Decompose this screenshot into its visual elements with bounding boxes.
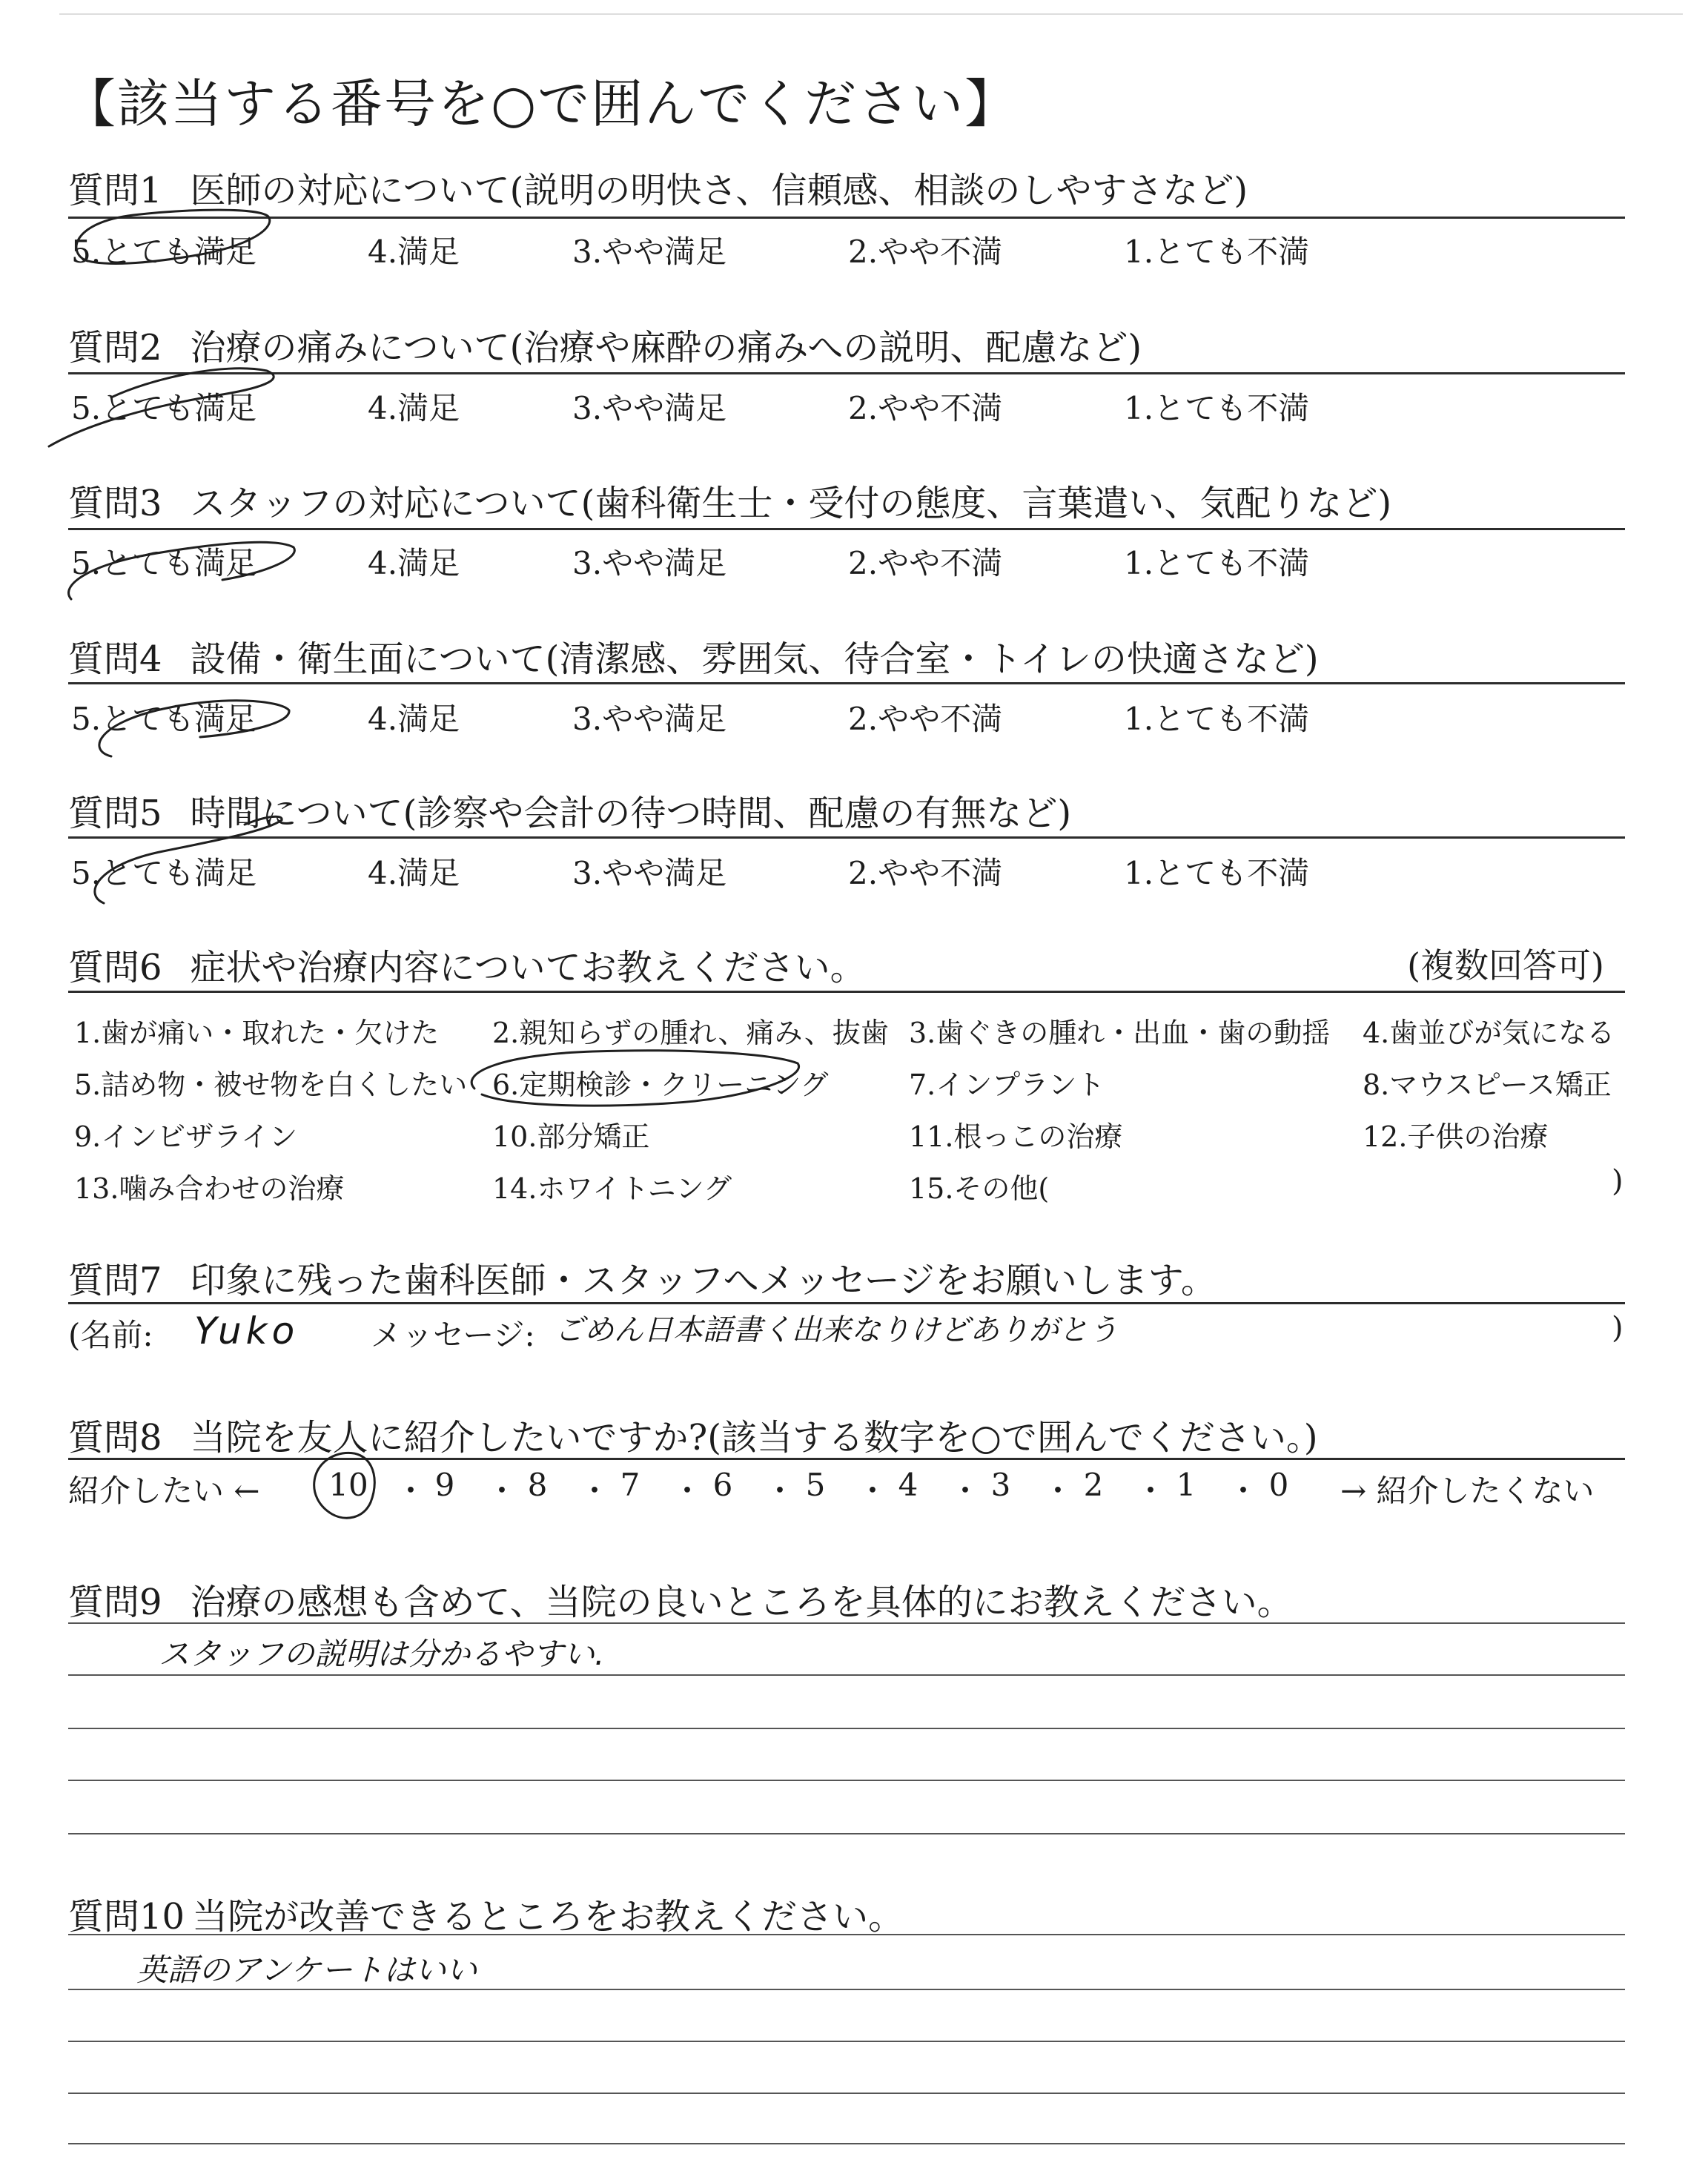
name-value[interactable]: Yuko	[194, 1309, 299, 1353]
scale-5[interactable]: 5	[805, 1467, 826, 1503]
q1-option-2[interactable]: 2.やや不満	[848, 234, 1003, 270]
q2-option-1[interactable]: 1.とても不満	[1124, 390, 1310, 426]
scale-9[interactable]: 9	[434, 1467, 455, 1503]
q3-option-3[interactable]: 3.やや満足	[572, 545, 727, 581]
q1-option-5[interactable]: 5.とても満足	[71, 234, 257, 270]
q6-option-5[interactable]: 5.詰め物・被せ物を白くしたい	[74, 1069, 468, 1101]
q6-option-12[interactable]: 12.子供の治療	[1363, 1120, 1549, 1153]
scale-2[interactable]: 2	[1083, 1467, 1104, 1503]
q4-option-1[interactable]: 1.とても不満	[1124, 701, 1310, 737]
q6-option-2[interactable]: 2.親知らずの腫れ、痛み、抜歯	[492, 1017, 889, 1049]
q6-option-8[interactable]: 8.マウスピース矯正	[1363, 1069, 1612, 1101]
q3-selection-circle	[69, 542, 295, 599]
message-value[interactable]: ごめん日本語書く出来なりけどありがとう	[555, 1313, 1118, 1347]
question-3-text: スタッフの対応について(歯科衛生士・受付の態度、言葉遣い、気配りなど)	[190, 483, 1392, 524]
q9-answer[interactable]: スタッフの説明は分かるやすい.	[159, 1636, 605, 1672]
q7-close-paren: )	[1612, 1311, 1623, 1345]
q2-option-2[interactable]: 2.やや不満	[848, 390, 1003, 426]
q1-option-3[interactable]: 3.やや満足	[572, 234, 727, 270]
message-label: メッセージ:	[371, 1317, 535, 1353]
q6-option-14[interactable]: 14.ホワイトニング	[492, 1172, 732, 1205]
multiple-answers-note: (複数回答可)	[1407, 945, 1604, 985]
question-10-label: 質問10	[68, 1896, 185, 1938]
question-7-label: 質問7	[68, 1260, 162, 1301]
q5-option-5[interactable]: 5.とても満足	[71, 855, 257, 891]
question-2-label: 質問2	[68, 327, 162, 369]
question-2-text: 治療の痛みについて(治療や麻酔の痛みへの説明、配慮など)	[190, 327, 1142, 369]
scale-3[interactable]: 3	[990, 1467, 1011, 1503]
q6-option-4[interactable]: 4.歯並びが気になる	[1363, 1017, 1615, 1049]
scale-separator: ・	[579, 1473, 611, 1509]
q5-option-4[interactable]: 4.満足	[368, 855, 460, 891]
q6-option-9[interactable]: 9.インビザライン	[74, 1120, 298, 1153]
q4-option-2[interactable]: 2.やや不満	[848, 701, 1003, 737]
q5-option-3[interactable]: 3.やや満足	[572, 855, 727, 891]
q6-selection-circle	[471, 1051, 798, 1106]
q6-other-close-paren: )	[1612, 1164, 1623, 1198]
question-9-text: 治療の感想も含めて、当院の良いところを具体的にお教えください。	[190, 1582, 1293, 1623]
scale-4[interactable]: 4	[898, 1467, 918, 1503]
q1-option-1[interactable]: 1.とても不満	[1124, 234, 1310, 270]
question-9-label: 質問9	[68, 1582, 162, 1623]
scale-6[interactable]: 6	[712, 1467, 733, 1503]
scale-1[interactable]: 1	[1176, 1467, 1196, 1503]
q6-option-13[interactable]: 13.噛み合わせの治療	[74, 1172, 345, 1205]
question-6-text: 症状や治療内容についてお教えください。	[190, 947, 866, 988]
q4-option-5[interactable]: 5.とても満足	[71, 701, 257, 737]
q6-option-1[interactable]: 1.歯が痛い・取れた・欠けた	[74, 1017, 440, 1049]
question-6-label: 質問6	[68, 947, 162, 988]
scale-separator: ・	[395, 1473, 427, 1509]
q3-option-2[interactable]: 2.やや不満	[848, 545, 1003, 581]
q5-option-1[interactable]: 1.とても不満	[1124, 855, 1310, 891]
q2-selection-circle	[49, 369, 274, 446]
q4-option-3[interactable]: 3.やや満足	[572, 701, 727, 737]
scale-0[interactable]: 0	[1268, 1467, 1289, 1503]
scale-separator: ・	[950, 1473, 982, 1509]
question-7-text: 印象に残った歯科医師・スタッフへメッセージをお願いします。	[190, 1260, 1217, 1301]
question-5-label: 質問5	[68, 793, 162, 834]
question-4-label: 質問4	[68, 638, 162, 680]
scale-8[interactable]: 8	[527, 1467, 548, 1503]
q2-option-4[interactable]: 4.満足	[368, 390, 460, 426]
scale-separator: ・	[1228, 1473, 1260, 1509]
q6-option-10[interactable]: 10.部分矯正	[492, 1120, 650, 1153]
recommend-right-label: → 紹介したくない	[1340, 1473, 1595, 1509]
recommend-left-label: 紹介したい ←	[68, 1473, 260, 1509]
q3-option-4[interactable]: 4.満足	[368, 545, 460, 581]
q5-option-2[interactable]: 2.やや不満	[848, 855, 1003, 891]
page-title: 【該当する番号を○で囲んでください】	[64, 73, 1019, 134]
scale-separator: ・	[486, 1473, 518, 1509]
question-8-label: 質問8	[68, 1417, 162, 1459]
question-8-text: 当院を友人に紹介したいですか?(該当する数字を○で囲んでください。)	[190, 1417, 1318, 1459]
question-10-text: 当院が改善できるところをお教えください。	[192, 1896, 904, 1938]
q1-option-4[interactable]: 4.満足	[368, 234, 460, 270]
scale-separator: ・	[1042, 1473, 1074, 1509]
q5-selection-circle	[95, 816, 282, 903]
q6-option-15[interactable]: 15.その他(	[909, 1172, 1050, 1205]
q10-answer[interactable]: 英語のアンケートはいい	[136, 1952, 477, 1988]
scale-10[interactable]: 10	[328, 1467, 368, 1503]
q6-option-11[interactable]: 11.根っこの治療	[909, 1120, 1123, 1153]
scale-separator: ・	[764, 1473, 796, 1509]
q3-option-1[interactable]: 1.とても不満	[1124, 545, 1310, 581]
question-4-text: 設備・衛生面について(清潔感、雰囲気、待合室・トイレの快適さなど)	[190, 638, 1319, 680]
q6-option-6[interactable]: 6.定期検診・クリーニング	[492, 1069, 829, 1101]
q6-option-3[interactable]: 3.歯ぐきの腫れ・出血・歯の動揺	[909, 1017, 1331, 1049]
question-5-text: 時間について(診察や会計の待つ時間、配慮の有無など)	[190, 793, 1072, 834]
question-3-label: 質問3	[68, 483, 162, 524]
scale-separator: ・	[857, 1473, 889, 1509]
q3-option-5[interactable]: 5.とても満足	[71, 545, 257, 581]
question-1-text: 医師の対応について(説明の明快さ、信頼感、相談のしやすさなど)	[190, 170, 1248, 211]
scale-7[interactable]: 7	[620, 1467, 640, 1503]
q2-option-3[interactable]: 3.やや満足	[572, 390, 727, 426]
q2-option-5[interactable]: 5.とても満足	[71, 390, 257, 426]
scale-separator: ・	[1135, 1473, 1167, 1509]
question-1-label: 質問1	[68, 170, 162, 211]
q6-option-7[interactable]: 7.インプラント	[909, 1069, 1105, 1101]
q4-option-4[interactable]: 4.満足	[368, 701, 460, 737]
q4-selection-circle	[99, 701, 289, 756]
q8-selection-circle	[314, 1453, 375, 1518]
name-label: (名前:	[68, 1317, 153, 1353]
q1-selection-circle	[76, 210, 270, 263]
scale-separator: ・	[672, 1473, 704, 1509]
